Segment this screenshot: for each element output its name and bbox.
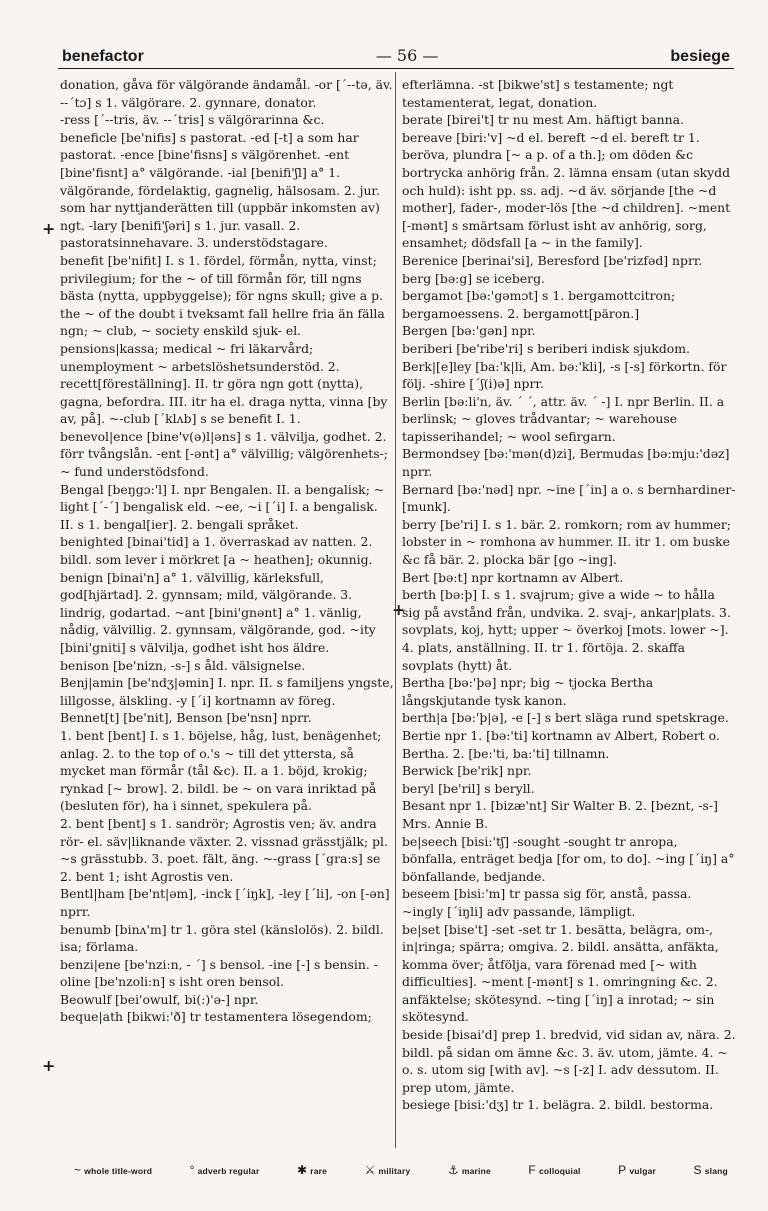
dictionary-entry: benefit [be'nifit] I. s 1. fördel, förmån, nytta, vinst; privilegium; for the ~ of till förmån för, till ngns bästa (nytta, uppbyggelse); för ngns skull; give a p. the ~ of the doubt i tveksamt fall hellre fria än fälla ngn; ~ club, ~ society enskild sjuk- el. pensions|kassa; medical ~ fri läkarvård; unemployment ~ arbetslöshetsunderstöd. 2. recett[föreställning]. II. tr göra ngn gott (nytta), gagna, befordra. III. itr ha el. draga nytta, vinna [by av, på]. ~-club [ˊklʌb] s se benefit I. 1. — [60, 252, 388, 427]
dictionary-entry: benzi|ene [be'nzi:n, - ˊ] s bensol. -ine [-] s bensin. -oline [be'nzoli:n] s isht oren bensol. — [60, 956, 378, 990]
dictionary-entry: Bennet[t] [be'nit], Benson [be'nsn] nprr. — [60, 710, 312, 726]
dictionary-entry: 2. bent [bent] s 1. sandrör; Agrostis ven; äv. andra rör- el. säv|liknande växter. 2. vissnad grässtjälk; pl. ~s grässtubb. 3. poet. fält, äng. ~-grass [ˊgra:s] se 2. bent 1; isht Agrostis ven. — [60, 815, 388, 884]
left-column — [60, 76, 394, 1146]
legend-item — [74, 1163, 152, 1183]
margin-plus-mark: + — [42, 1056, 56, 1075]
dictionary-entry: beriberi [be'ribe'ri] s beriberi indisk sjukdom. — [402, 340, 690, 356]
legend-label: whole title-word — [84, 1166, 153, 1176]
dictionary-entry: berate [birei't] tr nu mest Am. häftigt banna. — [402, 112, 684, 128]
dictionary-entry: Bentl|ham [be'nt|əm], -inck [ˊiŋk], -ley [ˊli], -on [-ən] nprr. — [60, 886, 390, 919]
dictionary-entry: Berk|[e]ley [ba:'k|li, Am. bə:'kli], -s [-s] förkortn. för följ. -shire [ˊʃ(i)ə] nprr. — [402, 358, 727, 392]
dictionary-entry: Bermondsey [bə:'mən(d)zi], Bermudas [bə:mju:'dəz] nprr. — [402, 446, 730, 480]
symbol-legend — [74, 1163, 728, 1183]
legend-label: vulgar — [629, 1166, 657, 1176]
legend-label: rare — [310, 1166, 328, 1176]
dictionary-entry: besiege [bisi:'dʒ] tr 1. belägra. 2. bildl. bestorma. — [402, 1097, 714, 1113]
dictionary-entry: Berlin [bə:li'n, äv. ˊ ˊ, attr. äv. ˊ -] I. npr Berlin. II. a berlinsk; ~ gloves trådvantar; ~ warehouse tapisserihandel; ~ wool sefirgarn. — [402, 393, 725, 444]
dictionary-entry: Berenice [berinai'si], Beresford [be'rizfəd] nprr. — [402, 252, 703, 268]
dictionary-entry: benighted [binai'tid] a 1. överraskad av natten. 2. bildl. som lever i mörkret [a ~ heathen]; okunnig. — [60, 534, 373, 568]
dictionary-entry: Beowulf [bei'owulf, bi(:)'ə-] npr. — [60, 991, 259, 1007]
dictionary-entry: be|seech [bisi:'tʃ] -sought -sought tr anropa, bönfalla, enträget bedja [for om, to do]. ~ing [ˊiŋ] a° bönfallande, bedjande. — [402, 833, 735, 884]
dictionary-entry: be|set [bise't] -set -set tr 1. besätta, belägra, om-, in|ringa; spärra; omgiva. 2. bildl. ansätta, anfäkta, komma över; åtfölja, vara förenad med [~ with difficulties]. ~ment [-mənt] s 1. omringning &c. 2. anfäktelse; skötesynd. ~ting [ˊiŋ] a inrotad; ~ sin skötesynd. — [402, 921, 719, 1025]
anchor-icon: ⚓ — [447, 1163, 459, 1177]
guide-word-right: besiege — [670, 48, 730, 65]
dictionary-entry: Bertie npr 1. [bə:'ti] kortnamn av Albert, Robert o. Bertha. 2. [be:'ti, ba:'ti] tillnamn. — [402, 727, 720, 761]
dictionary-entry: beseem [bisi:'m] tr passa sig för, anstå, passa. ~ingly [ˊiŋli] adv passande, lämpligt. — [402, 886, 692, 919]
legend-item — [190, 1163, 260, 1183]
dictionary-entry: Besant npr 1. [bizæ'nt] Sir Walter B. 2. [beznt, -s-] Mrs. Annie B. — [402, 798, 718, 831]
dictionary-entry: beneficle [be'nifis] s pastorat. -ed [-t] a som har pastorat. -ence [bine'fisns] s välgörenhet. -ent [bine'fisnt] a° välgörande. -ial [benifi'ʃl] a° 1. välgörande, fördelaktig, gagnelig, hälsosam. 2. jur. som har nyttjanderätten till (uppbär inkomsten av) ngt. -lary [benifi'ʃəri] s 1. jur. vasall. 2. pastoratsinnehavare. 3. understödstagare. — [60, 129, 380, 251]
dictionary-entry: Bergen [bə:'gən] npr. — [402, 323, 536, 339]
dictionary-entry: Bertha [bə:'þə] npr; big ~ tjocka Bertha långskjutande tysk kanon. — [402, 675, 654, 708]
letter-f-icon: F — [528, 1163, 536, 1177]
dictionary-entry: Bernard [bə:'nəd] npr. ~ine [ˊin] a o. s bernhardiner-[munk]. — [402, 481, 736, 515]
dictionary-entry: beryl [be'ril] s beryll. — [402, 780, 535, 796]
dictionary-entry: benevol|ence [bine'v(ə)l|əns] s 1. välvilja, godhet. 2. förr tvångslån. -ent [-ənt] a° välvillig; välgörenhets-; ~ fund understödsfond. — [60, 428, 388, 480]
dictionary-entry: beside [bisai'd] prep 1. bredvid, vid sidan av, nära. 2. bildl. på sidan om ämne &c. 3. äv. utom, jämte. 4. ~ o. s. utom sig [with av]. ~s [-z] I. adv dessutom. II. prep utom, jämte. — [402, 1027, 736, 1095]
guide-word-left: benefactor — [62, 48, 144, 65]
rare-icon: ✱ — [296, 1163, 308, 1177]
dictionary-entry: berth [bə:þ] I. s 1. svajrum; give a wide ~ to hålla sig på avstånd från, undvika. 2. svaj-, ankar|plats. 3. sovplats, koj, hytt; upper ~ överkoj [mots. lower ~]. 4. plats, anställning. II. tr 1. förtöja. 2. skaffa sovplats (hytt) åt. — [402, 587, 731, 673]
dictionary-entry: 1. bent [bent] I. s 1. böjelse, håg, lust, benägenhet; anlag. 2. to the top of o.'s ~ till det yttersta, så mycket man förmår (tål &c). II. a 1. böjd, krokig; rynkad [~ brow]. 2. bildl. be ~ on vara inriktad på (besluten för), ha i sinnet, spekulera på. — [60, 727, 382, 814]
legend-item — [297, 1163, 327, 1183]
legend-label: adverb regular — [197, 1166, 260, 1176]
dictionary-entry: -ress [ˊ--tris, äv. --ˊtris] s välgörarinna &c. — [60, 112, 325, 128]
dictionary-entry: donation, gåva för välgörande ändamål. -or [ˊ--tə, äv. --ˊtɔ] s 1. välgörare. 2. gynnare, donator. — [60, 77, 393, 110]
legend-item — [694, 1163, 728, 1183]
right-column — [402, 76, 736, 1146]
dictionary-entry: benumb [binʌ'm] tr 1. göra stel (känslolös). 2. bildl. isa; förlama. — [60, 921, 384, 955]
legend-item — [365, 1163, 411, 1183]
page-header — [62, 46, 730, 68]
legend-item — [618, 1163, 656, 1183]
dictionary-entry: Bert [bə:t] npr kortnamn av Albert. — [402, 569, 624, 585]
dictionary-entry: benison [be'nizn, -s-] s åld. välsignelse. — [60, 657, 306, 673]
dictionary-entry: efterlämna. -st [bikwe'st] s testamente; ngt testamenterat, legat, donation. — [402, 77, 674, 110]
legend-label: military — [378, 1166, 411, 1176]
dictionary-entry: Bengal [beŋgɔ:'l] I. npr Bengalen. II. a bengalisk; ~ light [ˊ-ˊ] bengalisk eld. ~ee, ~i [ˊi] I. a bengalisk. II. s 1. bengal[ier]. 2. bengali språket. — [60, 481, 385, 532]
legend-label: colloquial — [538, 1166, 581, 1176]
letter-p-icon: P — [618, 1163, 627, 1177]
degree-icon: ° — [189, 1163, 195, 1177]
margin-plus-mark: + — [392, 600, 406, 619]
dictionary-entry: Benj|amin [be'ndʒ|əmin] I. npr. II. s familjens yngste, lillgosse, älskling. -y [ˊi] kortnamn av föreg. — [60, 675, 394, 708]
header-rule — [58, 68, 734, 69]
crossed-swords-icon: ⚔ — [364, 1163, 376, 1177]
dictionary-entry: bergamot [bə:'gəmɔt] s 1. bergamottcitron; bergamoessens. 2. bergamott[päron.] — [402, 288, 676, 321]
page-number: — 56 — — [375, 46, 439, 65]
legend-item — [528, 1163, 580, 1183]
dictionary-entry: berg [bə:g] se iceberg. — [402, 270, 545, 286]
letter-s-icon: S — [693, 1163, 702, 1177]
dictionary-entry: berry [be'ri] I. s 1. bär. 2. romkorn; rom av hummer; lobster in ~ romhona av hummer. II. itr 1. om buske &c få bär. 2. plocka bär [go ~ing]. — [402, 516, 731, 568]
legend-label: slang — [704, 1166, 728, 1176]
dictionary-entry: berth|a [bə:'þ|ə], -e [-] s bert släga rund spetskrage. — [402, 710, 729, 726]
dictionary-entry: bereave [biri:'v] ~d el. bereft ~d el. bereft tr 1. beröva, plundra [~ a p. of a th.]; om döden &c bortrycka anhörig från. 2. lämna ensam (utan skydd och huld): isht pp. ss. adj. ~d äv. sörjande [the ~d mother], fader-, moder-lös [the ~d children]. ~ment [-mənt] s smärtsam förlust isht av anhörig, sorg, ensamhet; dödsfall [a ~ in the family]. — [402, 129, 731, 251]
tilde-icon: ~ — [74, 1163, 82, 1177]
margin-plus-mark: + — [42, 219, 56, 238]
dictionary-entry: beque|ath [bikwi:'ð] tr testamentera lösegendom; — [60, 1009, 372, 1025]
legend-item — [448, 1163, 491, 1183]
dictionary-entry: benign [binai'n] a° 1. välvillig, kärleksfull, god[hjärtad]. 2. gynnsam; mild, välgörande. 3. lindrig, godartad. ~ant [bini'gnənt] a° 1. vänlig, nådig, välvillig. 2. gynnsam, välgörande, god. ~ity [bini'gniti] s välvilja, godhet isht hos äldre. — [60, 569, 376, 655]
legend-label: marine — [461, 1166, 491, 1176]
dictionary-entry: Berwick [be'rik] npr. — [402, 763, 532, 779]
